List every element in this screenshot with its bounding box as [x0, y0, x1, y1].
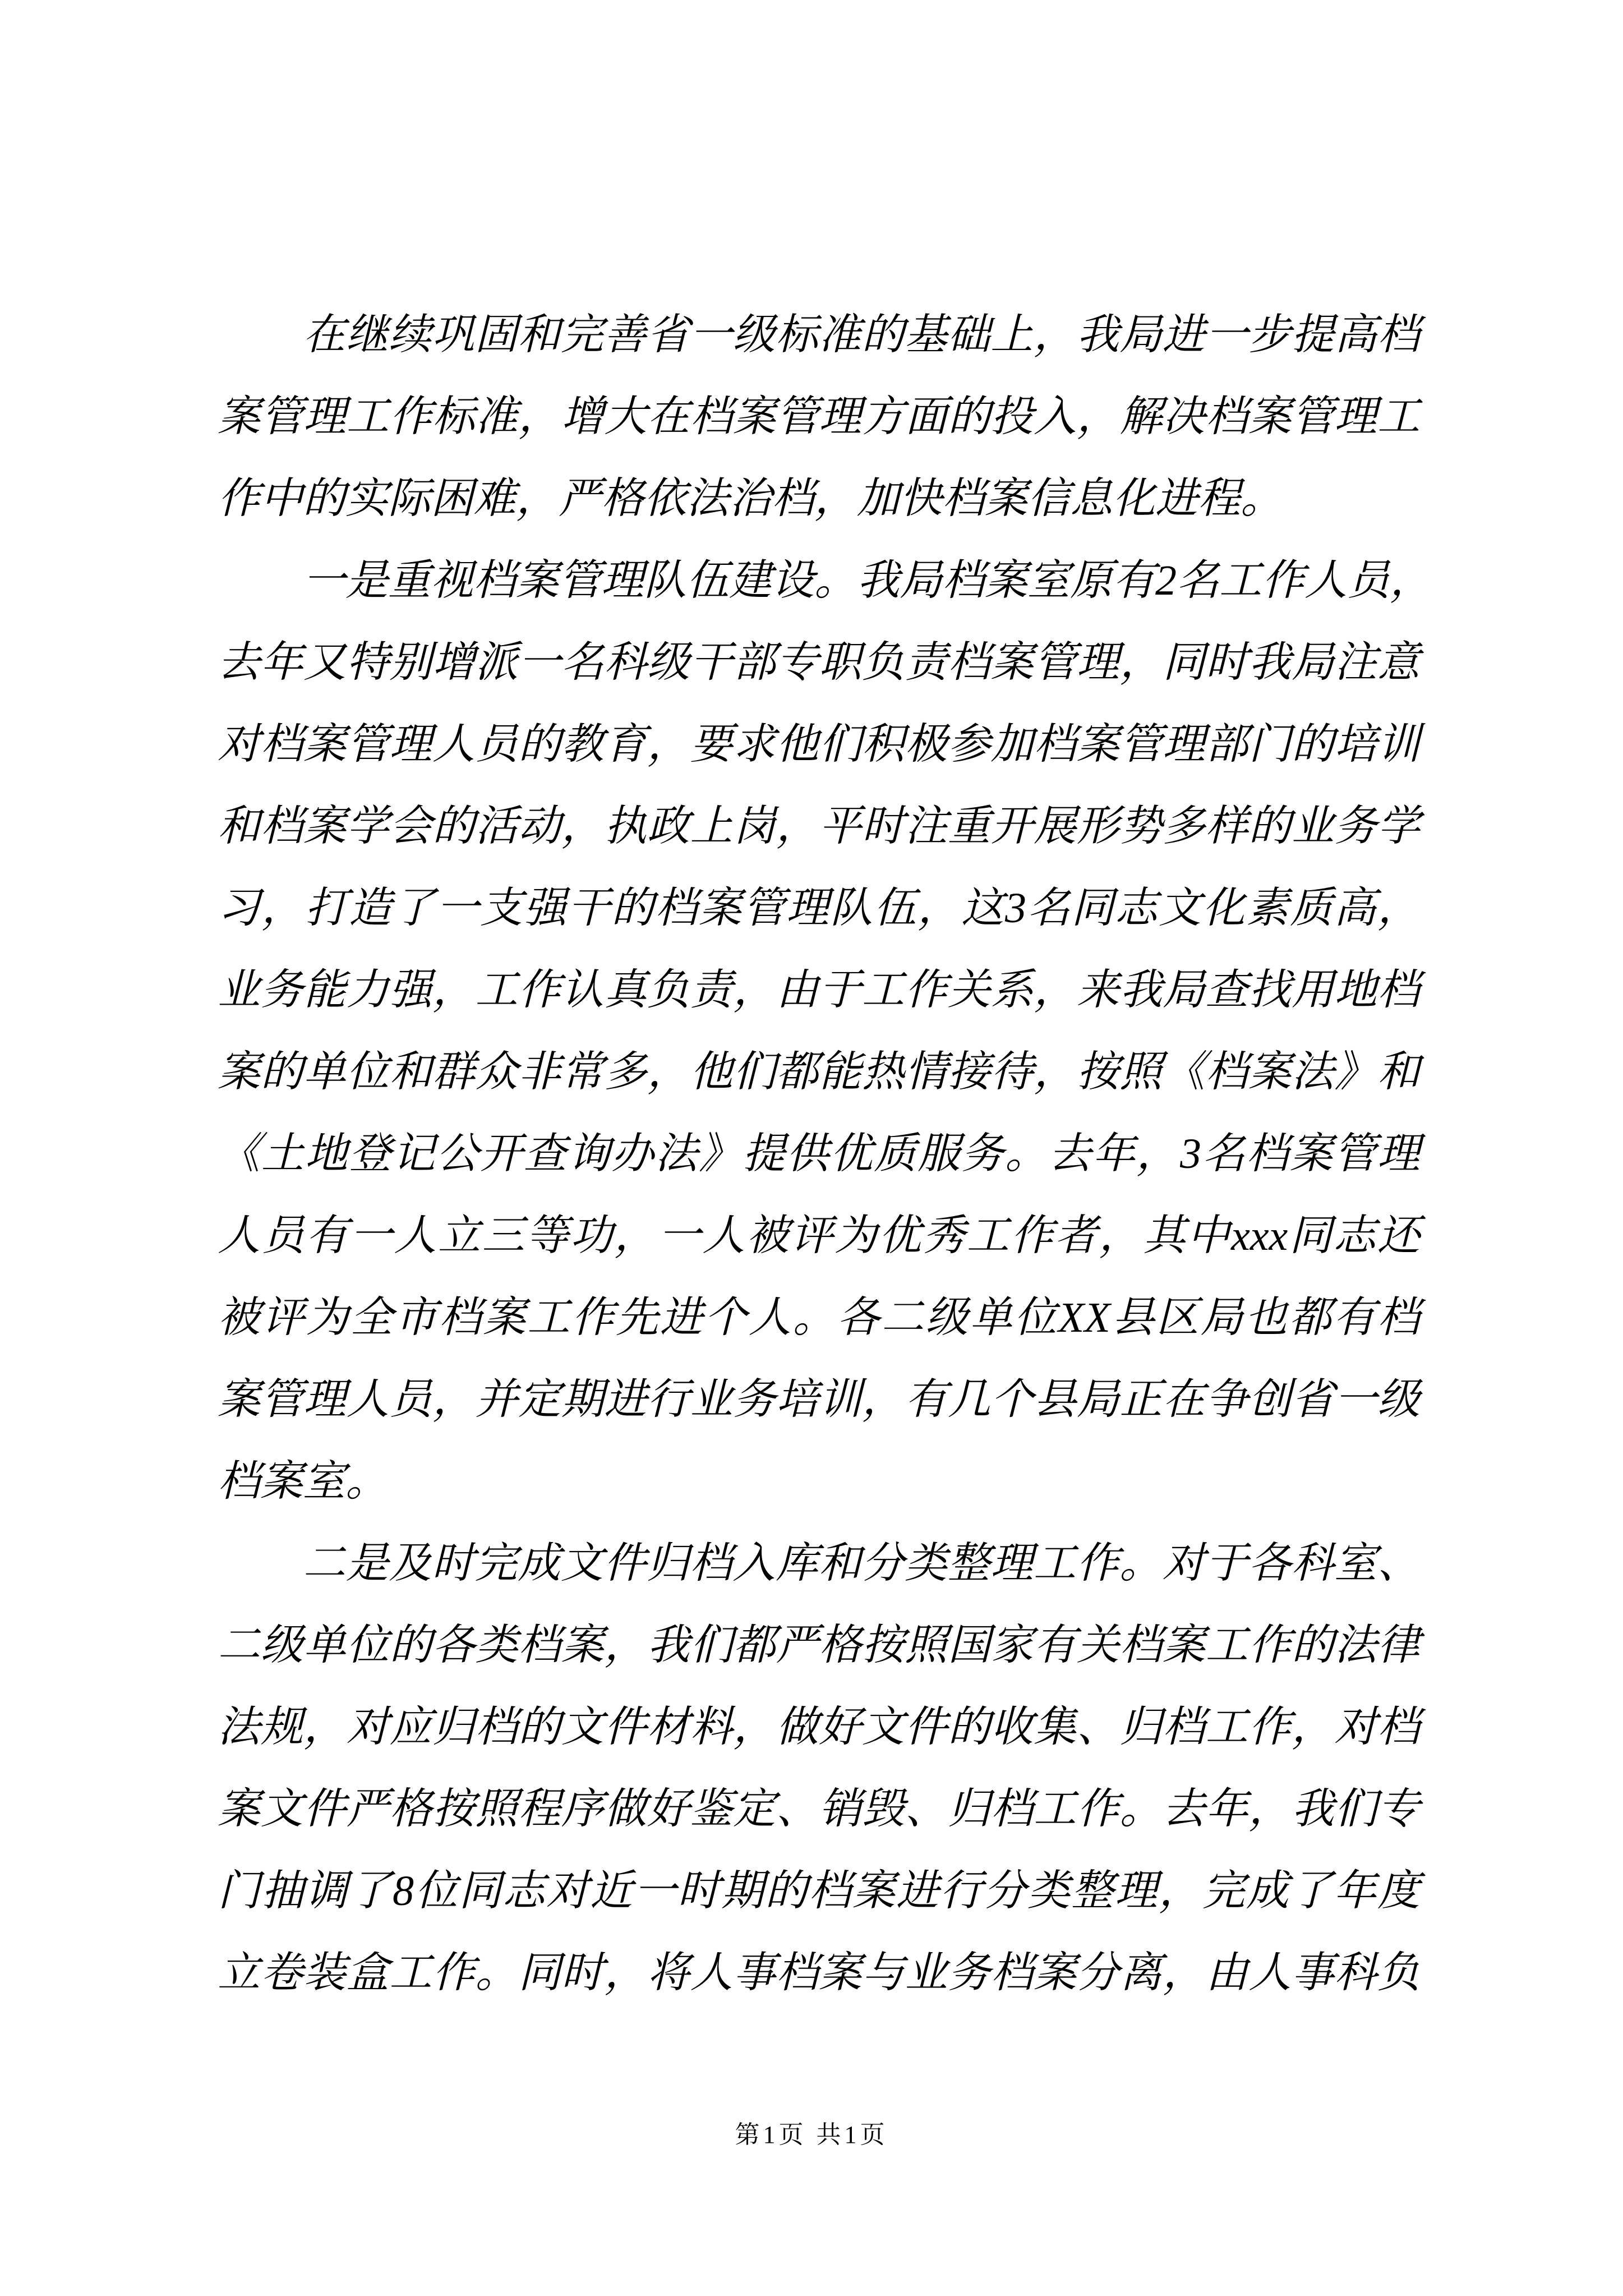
document-line: 和档案学会的活动，执政上岗，平时注重开展形势多样的业务学 — [218, 803, 1420, 850]
document-body — [218, 294, 1432, 2014]
document-line: 案管理工作标准，增大在档案管理方面的投入，解决档案管理工 — [218, 393, 1420, 440]
document-line: 作中的实际困难，严格依法治档，加快档案信息化进程。 — [218, 475, 1283, 522]
document-line: 去年又特别增派一名科级干部专职负责档案管理，同时我局注意 — [218, 639, 1420, 686]
document-line: 对档案管理人员的教育，要求他们积极参加档案管理部门的培训 — [218, 721, 1420, 768]
document-line: 案管理人员，并定期进行业务培训，有几个县局正在争创省一级 — [218, 1376, 1420, 1423]
document-line: 二级单位的各类档案，我们都严格按照国家有关档案工作的法律 — [218, 1622, 1420, 1669]
document-line: 二是及时完成文件归档入库和分类整理工作。对于各科室、 — [303, 1540, 1420, 1587]
document-line: 案的单位和群众非常多，他们都能热情接待，按照《档案法》和 — [218, 1048, 1420, 1096]
document-line: 人员有一人立三等功，一人被评为优秀工作者，其中xxx同志还 — [218, 1212, 1420, 1259]
document-line: 习，打造了一支强干的档案管理队伍，这3名同志文化素质高， — [218, 885, 1420, 932]
document-line: 一是重视档案管理队伍建设。我局档案室原有2名工作人员， — [303, 557, 1432, 604]
document-line: 案文件严格按照程序做好鉴定、销毁、归档工作。去年，我们专 — [218, 1786, 1420, 1833]
document-line: 在继续巩固和完善省一级标准的基础上，我局进一步提高档 — [303, 311, 1420, 358]
document-line: 法规，对应归档的文件材料，做好文件的收集、归档工作，对档 — [218, 1704, 1420, 1751]
page-footer — [0, 2118, 1623, 2152]
document-line: 立卷装盒工作。同时，将人事档案与业务档案分离，由人事科负 — [218, 1949, 1420, 1996]
document-line: 业务能力强，工作认真负责，由于工作关系，来我局查找用地档 — [218, 967, 1420, 1014]
document-line: 档案室。 — [218, 1458, 388, 1505]
document-line: 《土地登记公开查询办法》提供优质服务。去年，3名档案管理 — [218, 1130, 1420, 1177]
document-line: 门抽调了8位同志对近一时期的档案进行分类整理，完成了年度 — [218, 1867, 1420, 1915]
document-line: 被评为全市档案工作先进个人。各二级单位XX县区局也都有档 — [218, 1294, 1420, 1341]
page-number-label: 第1页 共1页 — [735, 2121, 888, 2148]
